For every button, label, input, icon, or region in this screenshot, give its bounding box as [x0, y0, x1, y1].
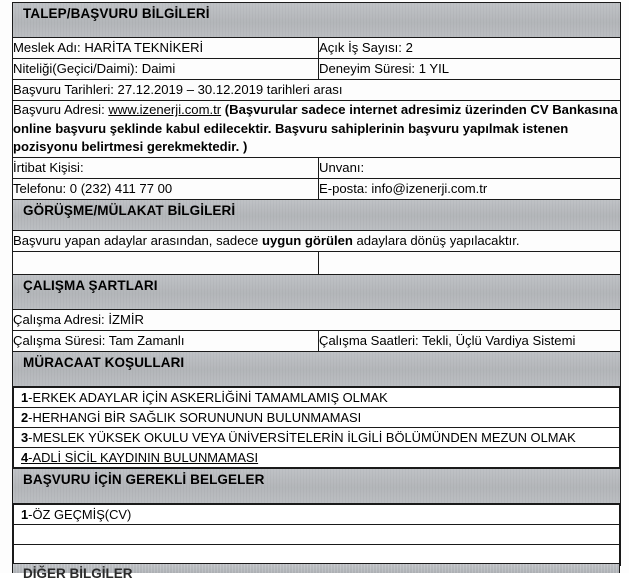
row-documents-list [13, 503, 621, 565]
band-working-conditions [13, 274, 621, 309]
requirements-list [13, 387, 620, 468]
requirement-item-2 [14, 407, 620, 427]
list-item [14, 504, 620, 524]
row-application-dates [13, 80, 621, 101]
band-title-request: TALEP/BAŞVURU BİLGİLERİ [23, 6, 210, 21]
band-title-requirements: MÜRACAAT KOŞULLARI [23, 354, 185, 370]
document-item-1 [14, 504, 620, 524]
band-interview [13, 199, 621, 230]
band-title-working-conditions: ÇALIŞMA ŞARTLARI [23, 277, 158, 293]
document-item-3 [14, 544, 620, 564]
list-item [14, 524, 620, 544]
field-job-title: Meslek Adı: HARİTA TEKNİKERİ [13, 38, 319, 59]
application-address-link[interactable]: www.izenerji.com.tr [108, 102, 222, 117]
list-item [14, 407, 620, 427]
application-address-label: Başvuru Adresi: [13, 102, 105, 117]
field-interview-empty-left [13, 251, 319, 274]
documents-list [13, 504, 620, 565]
row-work-duration-hours [13, 330, 621, 351]
section-header-row-interview [13, 199, 621, 230]
requirement-number-1: 1 [21, 389, 29, 405]
band-title-cutoff: DİĞER BİLGİLER [23, 566, 133, 581]
row-phone-email [13, 178, 621, 199]
field-experience: Deneyim Süresi: 1 YIL [319, 59, 621, 80]
documents-list-container [13, 503, 621, 565]
requirement-number-3: 3 [21, 429, 29, 445]
document-number-1: 1 [21, 506, 29, 522]
field-contact-title: Unvanı: [319, 157, 621, 178]
field-employment-nature: Niteliği(Geçici/Daimi): Daimi [13, 59, 319, 80]
interview-note-before: Başvuru yapan adaylar arasından, sadece [13, 232, 262, 248]
document-item-2 [14, 524, 620, 544]
interview-note-after: adaylara dönüş yapılacaktır. [352, 232, 520, 248]
band-cutoff-bottom [12, 563, 620, 581]
row-requirements-list [13, 386, 621, 468]
section-header-row-request [13, 3, 621, 38]
field-open-positions: Açık İş Sayısı: 2 [319, 38, 621, 59]
band-requirements [13, 351, 621, 386]
application-address-note: (Başvurular sadece internet adresimiz üzerinden CV Bankasına online başvuru şeklinde kabul edilecektir. Başvuru sahiplerinin başvuru yapılmak istenen pozisyonu belirtmesi gerekmektedir. ) [13, 102, 618, 154]
field-phone: Telefonu: 0 (232) 411 77 00 [13, 178, 319, 199]
requirement-text-4: -ADLİ SİCİL KAYDININ BULUNMAMASI [28, 449, 259, 465]
field-application-dates: Başvuru Tarihleri: 27.12.2019 – 30.12.2019 tarihleri arası [13, 80, 621, 101]
field-contact-person: İrtibat Kişisi: [13, 157, 319, 178]
requirement-text-3: -MESLEK YÜKSEK OKULU VEYA ÜNİVERSİTELERİN İLGİLİ BÖLÜMÜNDEN MEZUN OLMAK [28, 429, 576, 445]
field-application-address [13, 101, 621, 158]
list-item [14, 427, 620, 447]
list-item [14, 387, 620, 407]
requirement-number-2: 2 [21, 409, 29, 425]
row-interview-note [13, 230, 621, 251]
requirement-item-1 [14, 387, 620, 407]
band-request [13, 3, 621, 38]
row-application-address [13, 101, 621, 158]
interview-note-bold: uygun görülen [261, 232, 353, 248]
section-header-row-working-conditions [13, 274, 621, 309]
field-interview-empty-right [319, 251, 621, 274]
list-item [14, 447, 620, 467]
row-work-address [13, 309, 621, 330]
requirement-item-4 [14, 447, 620, 467]
requirement-text-1: -ERKEK ADAYLAR İÇİN ASKERLİĞİNİ TAMAMLAMIŞ OLMAK [28, 389, 388, 405]
application-form-table [12, 2, 621, 566]
field-interview-note [13, 230, 621, 251]
document-text-1: -ÖZ GEÇMİŞ(CV) [28, 506, 132, 522]
field-work-address: Çalışma Adresi: İZMİR [13, 309, 621, 330]
requirement-text-2: -HERHANGİ BİR SAĞLIK SORUNUNUN BULUNMAMASI [28, 409, 362, 425]
section-header-row-documents [13, 468, 621, 503]
requirement-number-4: 4 [21, 449, 29, 465]
row-contact [13, 157, 621, 178]
requirement-item-3 [14, 427, 620, 447]
field-work-hours: Çalışma Saatleri: Tekli, Üçlü Vardiya Sistemi [319, 330, 621, 351]
field-email: E-posta: info@izenerji.com.tr [319, 178, 621, 199]
band-title-interview: GÖRÜŞME/MÜLAKAT BİLGİLERİ [23, 202, 236, 218]
requirements-list-container [13, 386, 621, 468]
field-work-duration: Çalışma Süresi: Tam Zamanlı [13, 330, 319, 351]
row-nature [13, 59, 621, 80]
row-job-title [13, 38, 621, 59]
row-interview-empty [13, 251, 621, 274]
band-documents [13, 468, 621, 503]
list-item [14, 544, 620, 564]
section-header-row-requirements [13, 351, 621, 386]
band-title-documents: BAŞVURU İÇİN GEREKLİ BELGELER [23, 471, 265, 487]
